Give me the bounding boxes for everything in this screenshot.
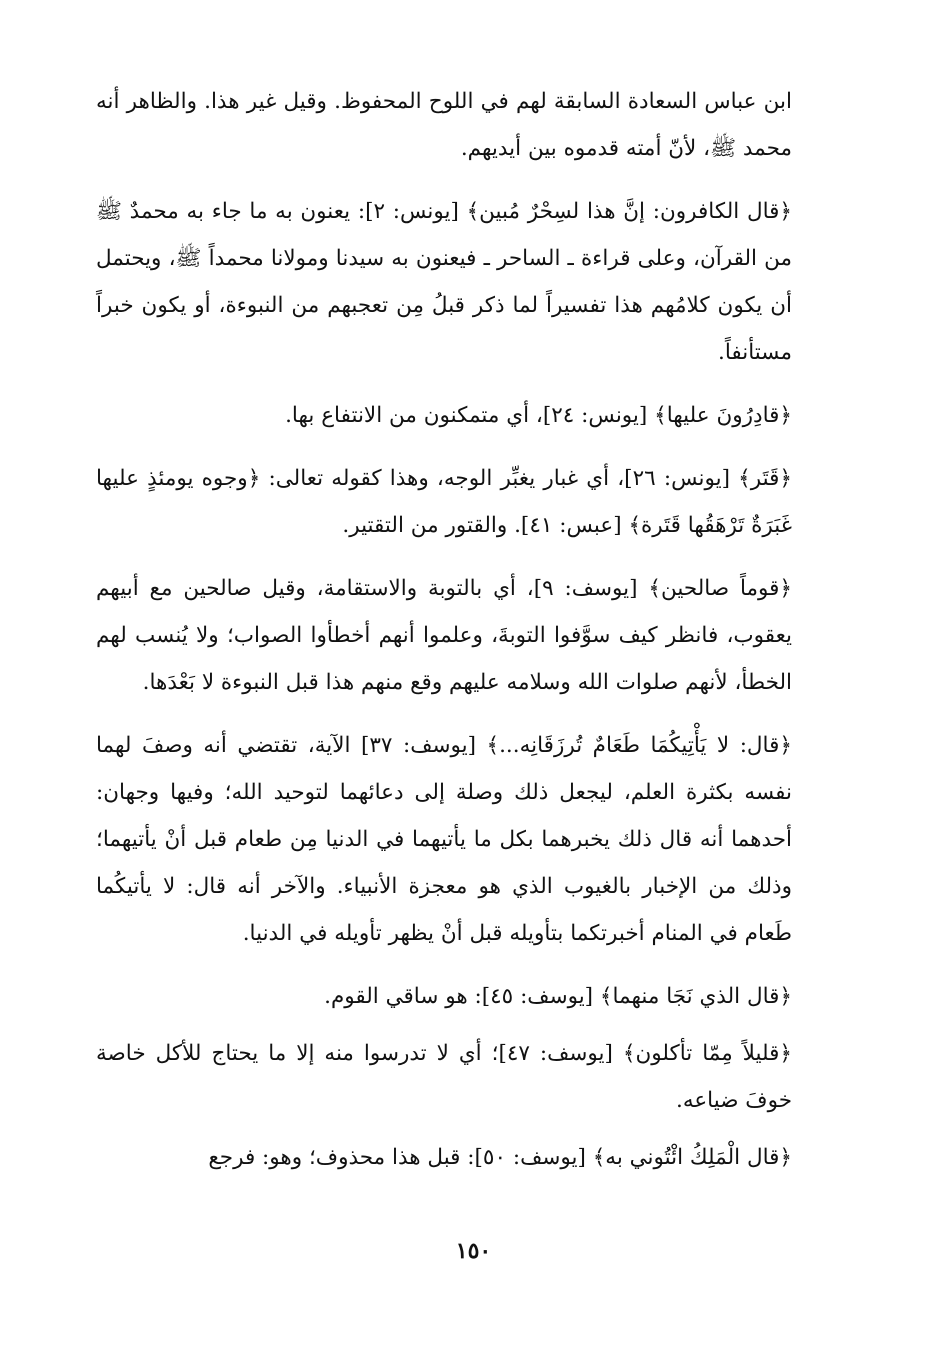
paragraph-intro: ابن عباس السعادة السابقة لهم في اللوح المحفوظ. وقيل غير هذا. والظاهر أنه محمد ﷺ، لأنّ أمته قدموه بين أيديهم. — [96, 89, 792, 161]
paragraph-qalilan: ﴿قليلاً مِمّا تأكلون﴾ [يوسف: ٤٧]؛ أي لا تدرسوا منه إلا ما يحتاج للأكل خاصة خوفَ ضياعه. — [96, 1041, 792, 1113]
paragraph-qala-al-kafirun: ﴿قال الكافرون: إنَّ هذا لسِحْرٌ مُبين﴾ [يونس: ٢]: يعنون به ما جاء به محمدٌ ﷺ من القرآن، وعلى قراءة ـ الساحر ـ فيعنون به سيدنا ومولانا محمداً ﷺ، ويحتمل أن يكون كلامُهم هذا تفسيراً لما ذكر قبلُ مِن تعجبهم من النبوءة، أو يكون خبراً مستأنفاً. — [96, 199, 793, 365]
page-number: ١٥٠ — [455, 1238, 492, 1264]
paragraph-alladhi-naja: ﴿قال الذي نَجَا منهما﴾ [يوسف: ٤٥]: هو ساقي القوم. — [324, 984, 792, 1009]
paragraph-qawman-salihin: ﴿قوماً صالحين﴾ [يوسف: ٩]، أي بالتوبة والاستقامة، وقيل صالحين مع أبيهم يعقوب، فانظر كيف سوَّفوا التوبةَ، وعلموا أنهم أخطأوا الصواب؛ ولا يُنسب لهم الخطأ، لأنهم صلوات الله وسلامه عليهم وقع منهم هذا قبل النبوءة لا بَعْدَها. — [96, 576, 792, 695]
paragraph-la-yatikuma: ﴿قال: لا يَأْتِيكُمَا طَعَامٌ تُرزَقَانِه...﴾ [يوسف: ٣٧] الآية، تقتضي أنه وصفَ لهما نفسه بكثرة العلم، ليجعل ذلك وصلة إلى دعائهما لتوحيد الله؛ وفيها وجهان: أحدهما أنه قال ذلك يخبرهما بكل ما يأتيهما في الدنيا مِن طعام قبل أنْ يأتيهما؛ وذلك من الإخبار بالغيوب الذي هو معجزة الأنبياء. والآخر أنه قال: لا يأتيكُما طَعام في المنام أخبرتكما بتأويله قبل أنْ يظهر تأويله في الدنيا. — [96, 733, 792, 946]
paragraph-qadirun: ﴿قادِرُونَ عليها﴾ [يونس: ٢٤]، أي متمكنون من الانتفاع بها. — [285, 403, 792, 428]
paragraph-qatar: ﴿قَتَر﴾ [يونس: ٢٦]، أي غبار يغبِّر الوجه، وهذا كقوله تعالى: ﴿وجوه يومئذٍ عليها غَبَرَةٌ تَرْهَقُها قَتَرة﴾ [عبس: ٤١]. والقتور من التقتير. — [96, 466, 793, 538]
paragraph-qala-al-malik: ﴿قال الْمَلِكُ ائْتُوني به﴾ [يوسف: ٥٠]: قبل هذا محذوف؛ وهو: فرجع — [208, 1145, 792, 1170]
page-body — [96, 78, 792, 1181]
